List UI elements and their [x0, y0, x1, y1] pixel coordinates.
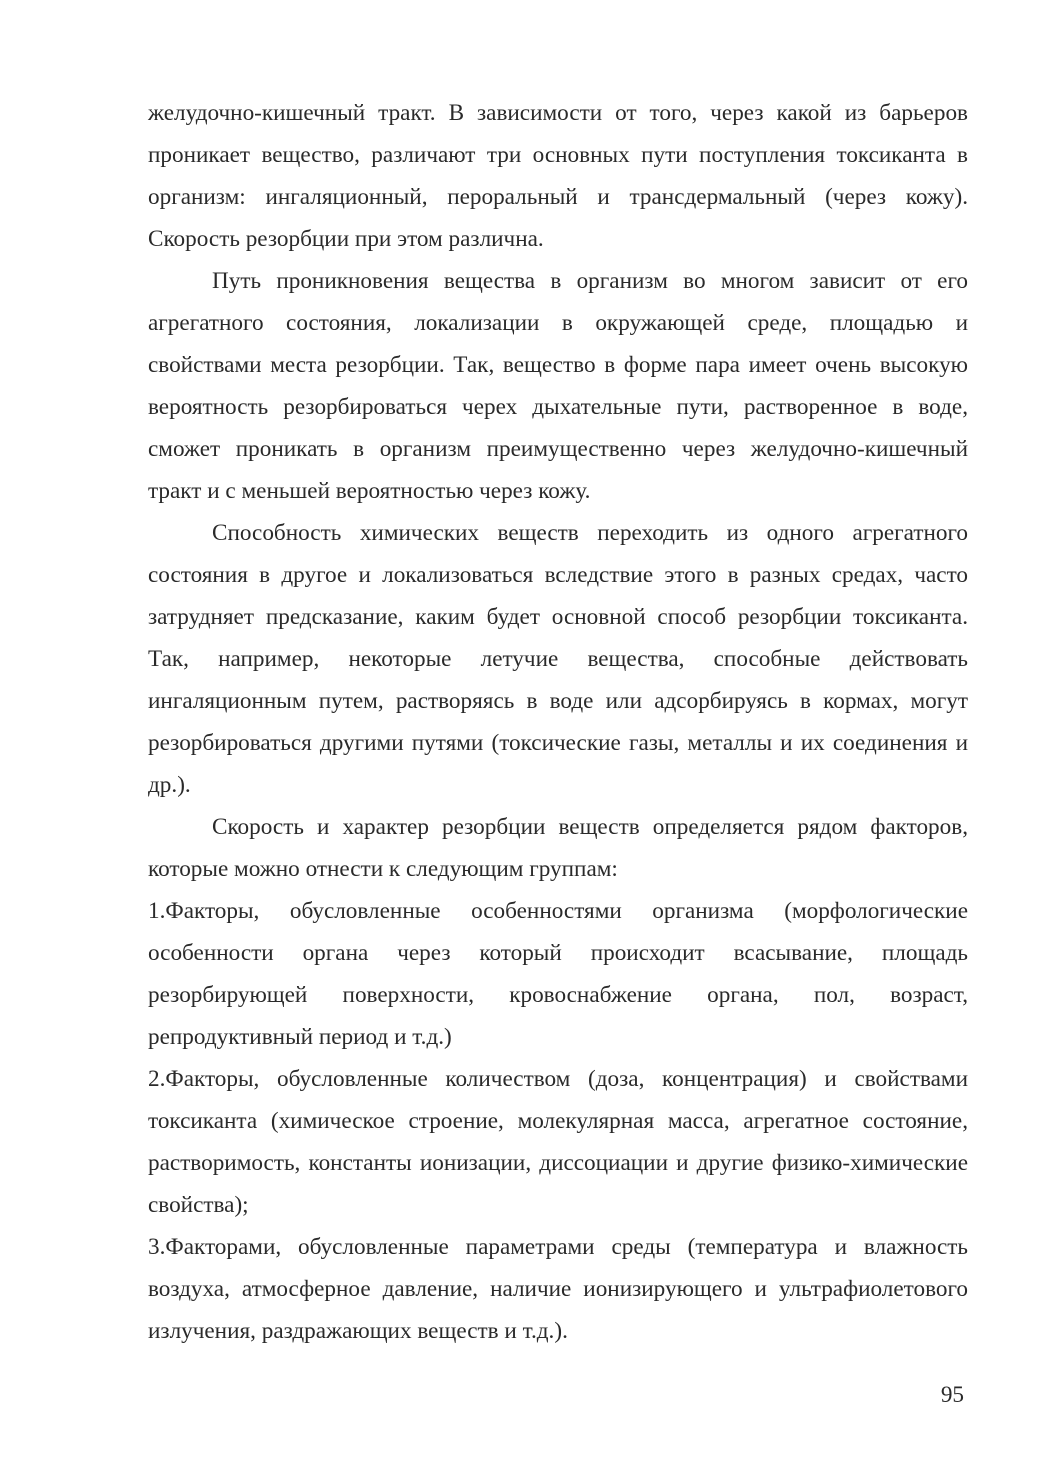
list-item-toxicant-factors: 2.Факторы, обусловленные количеством (доза, концентрация) и свойствами токсиканта (химическое строение, молекулярная масса, агрегатное состояние, растворимость, константы ионизации, диссоциации и другие физико-химические свойства);: [148, 1066, 968, 1218]
paragraph-absorption-route: Путь проникновения вещества в организм во многом зависит от его агрегатного состояния, локализации в окружающей среде, площадью и свойствами места резорбции. Так, вещество в форме пара имеет очень высокую вероятность резорбироваться черех дыхательные пути, растворенное в воде, сможет проникать в организм преимущественно через желудочно-кишечный тракт и с меньшей вероятностью через кожу.: [148, 268, 968, 504]
body-text: [148, 92, 968, 1352]
list-item-environment-factors: 3.Факторами, обусловленные параметрами среды (температура и влажность воздуха, атмосферное давление, наличие ионизирующего и ультрафиолетового излучения, раздражающих веществ и т.д.).: [148, 1234, 968, 1344]
paragraph-aggregate-state: Способность химических веществ переходить из одного агрегатного состояния в другое и локализоваться вследствие этого в разных средах, часто затрудняет предсказание, каким будет основной способ резорбции токсиканта. Так, например, некоторые летучие вещества, способные действовать ингаляционным путем, растворяясь в воде или адсорбируясь в кормах, могут резорбироваться другими путями (токсические газы, металлы и их соединения и др.).: [148, 520, 968, 798]
page-number: 95: [940, 1382, 964, 1408]
paragraph-factors-intro: Скорость и характер резорбции веществ определяется рядом факторов, которые можно отнести к следующим группам:: [148, 814, 968, 882]
list-item-organism-factors: 1.Факторы, обусловленные особенностями организма (морфологические особенности органа через который происходит всасывание, площадь резорбирующей поверхности, кровоснабжение органа, пол, возраст, репродуктивный период и т.д.): [148, 898, 968, 1050]
paragraph-continuation: желудочно-кишечный тракт. В зависимости от того, через какой из барьеров проникает вещество, различают три основных пути поступления токсиканта в организм: ингаляционный, пероральный и трансдермальный (через кожу). Скорость резорбции при этом различна.: [148, 100, 968, 252]
